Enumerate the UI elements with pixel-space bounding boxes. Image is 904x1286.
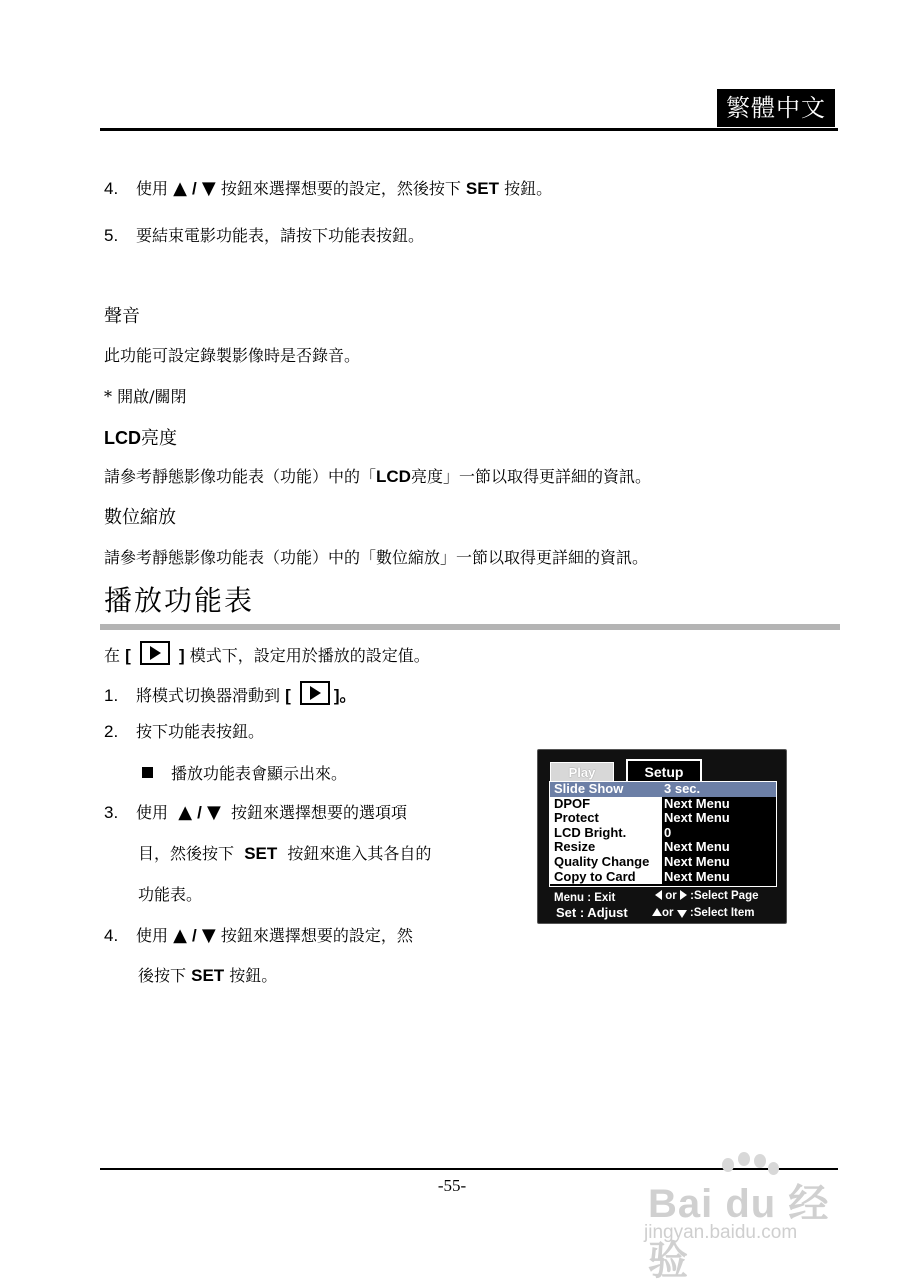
menu-row-quality-change: Quality Change Next Menu (550, 855, 776, 870)
sound-description: 此功能可設定錄製影像時是否錄音。 (104, 346, 361, 365)
playback-step-3: 3. 使用 ▲ / ▼ 按鈕來選擇想要的選項項 (104, 802, 407, 823)
play-mode-icon (300, 681, 330, 705)
menu-row-dpof: DPOF Next Menu (550, 797, 776, 812)
tab-setup: Setup (626, 759, 702, 783)
right-arrow-icon (680, 890, 687, 900)
page-number: -55- (437, 1176, 467, 1195)
down-arrow-icon (677, 910, 687, 918)
language-tab: 繁體中文 (717, 89, 835, 127)
lcd-heading: LCD亮度 (104, 428, 177, 449)
up-arrow-icon: ▲ (173, 925, 187, 946)
step-number: 4. (104, 179, 119, 198)
square-bullet-icon (142, 767, 153, 778)
footer-set-adjust: Set : Adjust (556, 905, 628, 920)
watermark-url: jingyan.baidu.com (644, 1222, 798, 1243)
sound-heading: 聲音 (104, 306, 140, 327)
playback-step-3-line-2: 目，然後按下 SET 按鈕來進入其各自的 (138, 844, 432, 863)
zoom-description: 請參考靜態影像功能表（功能）中的「數位縮放」一節以取得更詳細的資訊。 (104, 548, 649, 567)
up-arrow-icon: ▲ (178, 802, 193, 823)
footer-select-item: or :Select Item (652, 906, 754, 920)
playback-step-4-line-2: 後按下 SET 按鈕。 (138, 966, 278, 985)
up-arrow-icon: ▲ (173, 178, 187, 199)
camera-menu-list (549, 781, 777, 887)
footer-select-page: or :Select Page (655, 889, 759, 903)
step-5-top: 5. 要結束電影功能表，請按下功能表按鈕。 (104, 226, 425, 245)
playback-step-2: 2. 按下功能表按鈕。 (104, 722, 265, 741)
camera-menu-screen (537, 749, 787, 924)
baidu-watermark (640, 1150, 860, 1283)
down-arrow-icon: ▼ (201, 178, 216, 199)
step-4-top: 4. 使用 ▲ / ▼ 按鈕來選擇想要的設定，然後按下 SET 按鈕。 (104, 178, 553, 199)
menu-row-copy-to-card: Copy to Card Next Menu (550, 870, 776, 885)
left-arrow-icon (655, 890, 662, 900)
play-mode-icon (140, 641, 170, 665)
footer-menu-exit: Menu : Exit (554, 892, 616, 904)
playback-step-1: 1. 將模式切換器滑動到 [ ]。 (104, 681, 357, 707)
menu-row-protect: Protect Next Menu (550, 811, 776, 826)
playback-step-4: 4. 使用 ▲ / ▼ 按鈕來選擇想要的設定，然 (104, 925, 413, 946)
playback-intro: 在 [ ] 模式下，設定用於播放的設定值。 (104, 641, 430, 667)
menu-row-resize: Resize Next Menu (550, 840, 776, 855)
tab-play: Play (550, 762, 614, 781)
paw-icon (722, 1158, 734, 1172)
sound-options: * 開啟/關閉 (104, 387, 187, 406)
menu-row-lcd-bright: LCD Bright. 0 (550, 826, 776, 841)
header-rule (100, 128, 838, 131)
up-arrow-icon (652, 908, 662, 916)
watermark-logo: Bai du 经验 (648, 1182, 830, 1283)
section-rule (100, 624, 840, 630)
playback-step-3-line-3: 功能表。 (138, 885, 203, 904)
down-arrow-icon: ▼ (206, 802, 221, 823)
menu-row-slide-show: Slide Show 3 sec. (550, 782, 776, 797)
playback-heading: 播放功能表 (104, 584, 255, 617)
zoom-heading: 數位縮放 (104, 507, 176, 528)
playback-bullet: 播放功能表會顯示出來。 (142, 763, 347, 785)
lcd-description: 請參考靜態影像功能表（功能）中的「LCD亮度」一節以取得更詳細的資訊。 (104, 467, 651, 486)
down-arrow-icon: ▼ (201, 925, 216, 946)
